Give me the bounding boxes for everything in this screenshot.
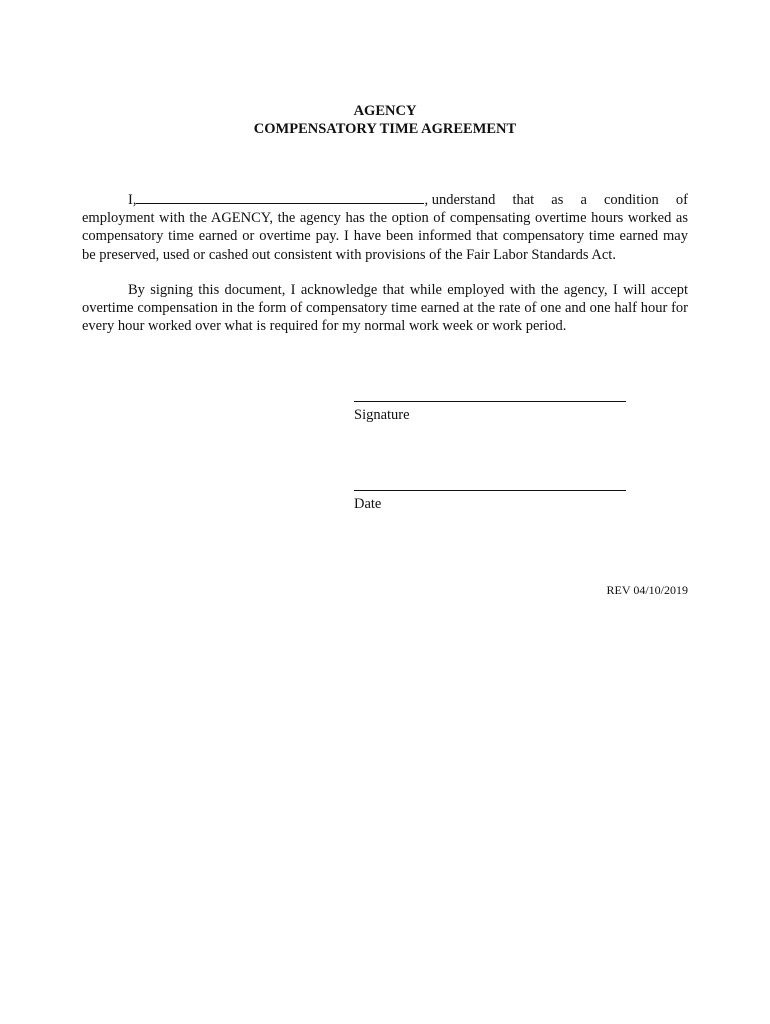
name-blank-field[interactable] [136,191,424,204]
paragraph-1-continuation: employment with the AGENCY, the agency has the option of compensating overtime hours worked as compensatory time earned or overtime pay. I have been informed that compensatory time earned may be preserved, used or cashed out consistent with provisions of the Fair Labor Standards Act. [82,210,688,263]
word-1: , understand [424,192,496,208]
paragraph-1-first-line [82,191,688,209]
revision-note: REV 04/10/2019 [606,583,688,597]
date-label: Date [354,496,382,512]
title-agreement: COMPENSATORY TIME AGREEMENT [253,121,517,137]
date-line[interactable] [354,490,626,491]
word-2: that [512,192,535,208]
paragraph-2 [82,281,688,336]
paragraph-1 [82,191,688,264]
word-6: of [675,192,688,208]
word-5: condition [604,192,659,208]
paragraph-2-text: By signing this document, I acknowledge that while employed with the agency, I will accept overtime compensation in the form of compensatory time earned at the rate of one and one half hour for every hour worked over what is required for my normal work week or work period. [82,282,688,335]
signature-line[interactable] [354,401,626,402]
name-line-group [82,191,495,209]
title-agency: AGENCY [353,103,417,119]
pronoun-text: I, [128,192,137,208]
word-3: as [551,192,564,208]
signature-label: Signature [354,407,410,423]
document-title [0,102,770,138]
word-4: a [580,192,587,208]
